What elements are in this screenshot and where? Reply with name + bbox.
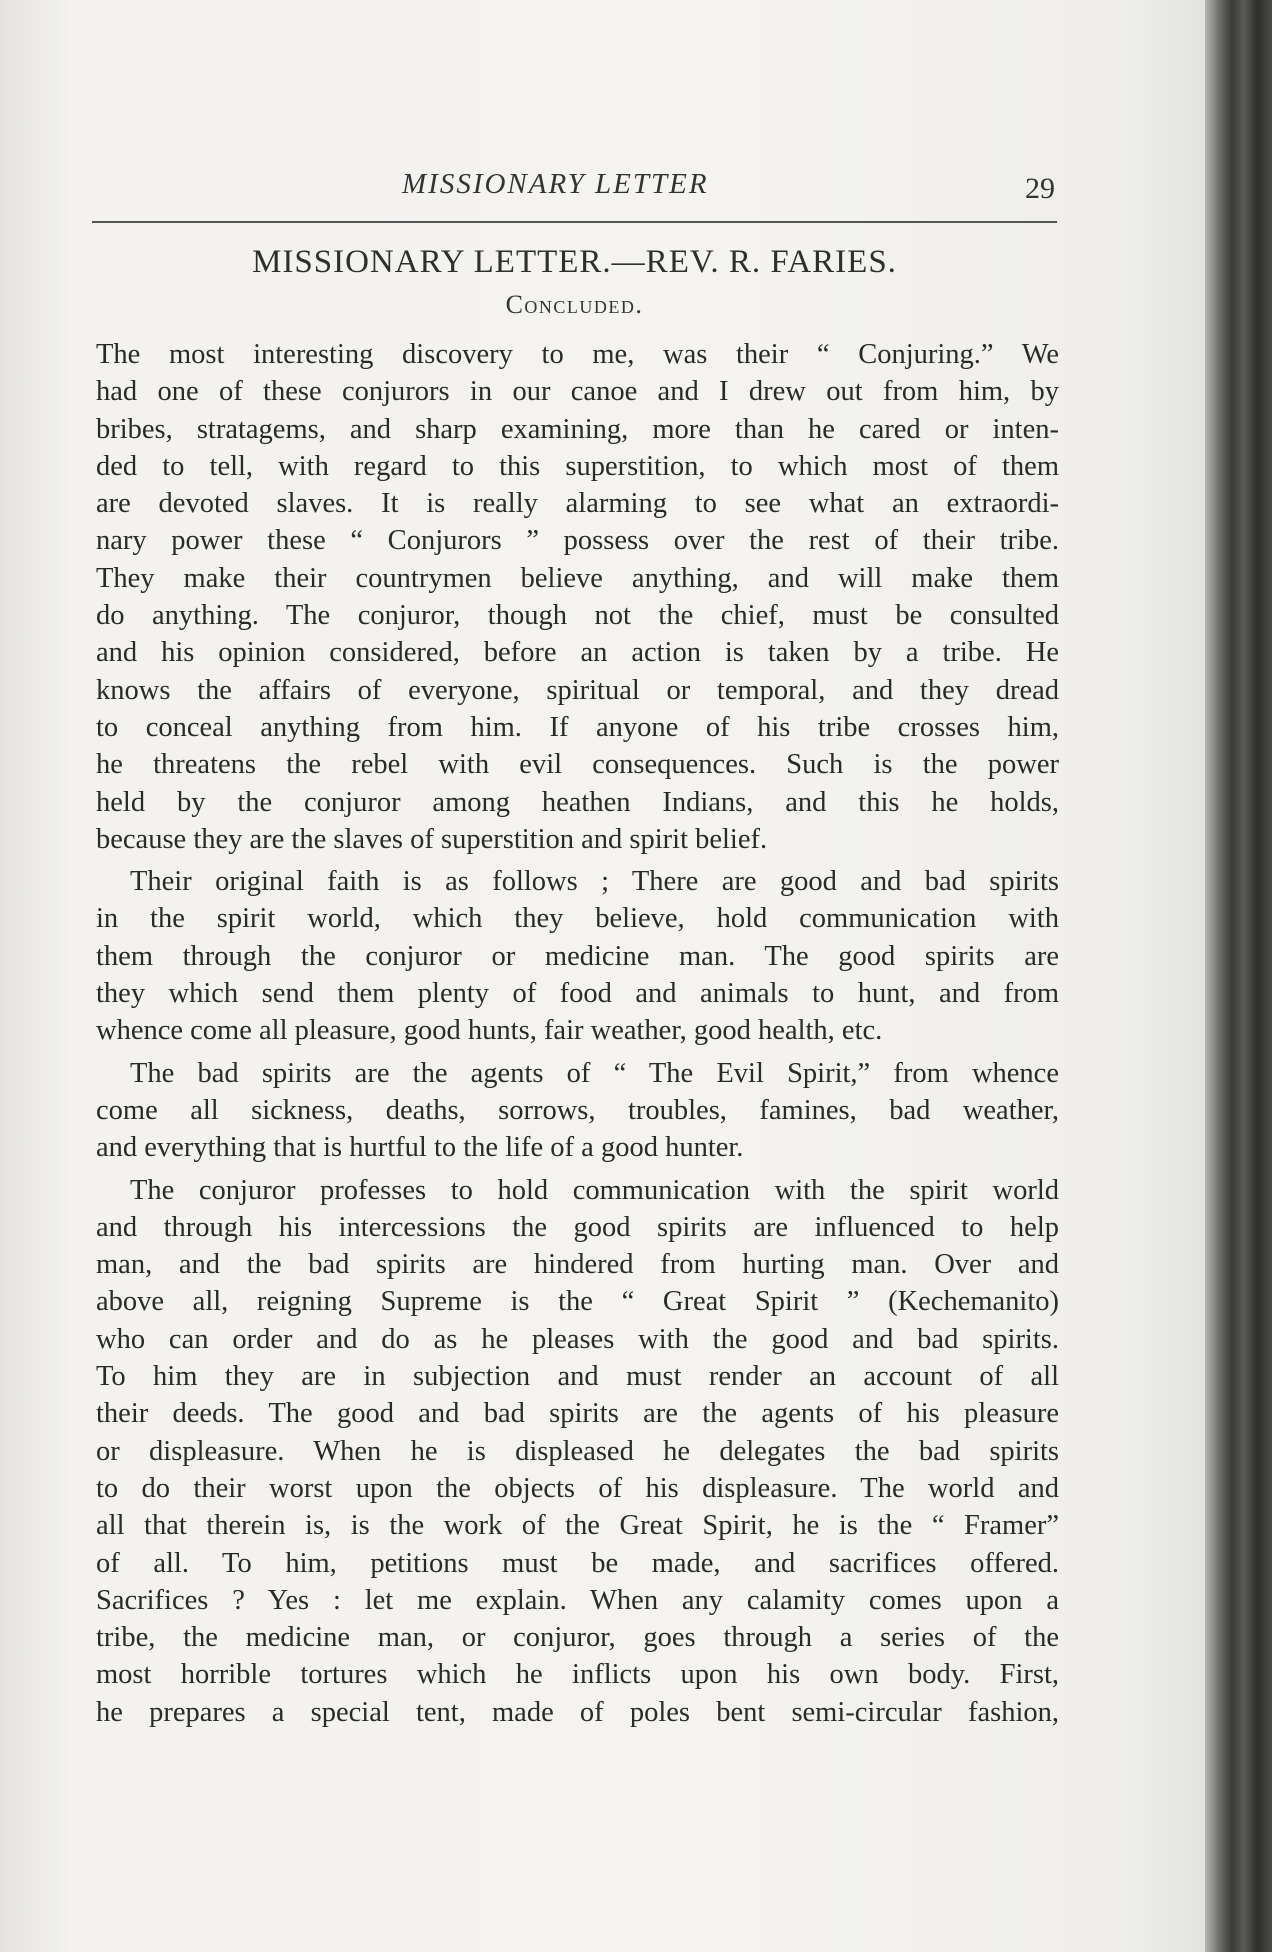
running-title: MISSIONARY LETTER — [402, 168, 709, 200]
header-rule — [92, 221, 1057, 223]
text-line: The most interesting discovery to me, was their “ Conjuring.” We — [96, 339, 1059, 370]
text-line: and everything that is hurtful to the life of a good hunter. — [96, 1132, 744, 1164]
text-line: do anything. The conjuror, though not the chief, must be consulted — [96, 600, 1059, 632]
text-line: to conceal anything from him. If anyone of his tribe crosses him, — [96, 711, 1059, 743]
text-line: all that therein is, is the work of the Great Spirit, he is the “ Framer” — [96, 1510, 1059, 1542]
text-line: because they are the slaves of superstition and spirit belief. — [96, 823, 768, 855]
text-line: he prepares a special tent, made of poles bent semi-circular fashion, — [96, 1696, 1059, 1728]
text-line: most horrible tortures which he inflicts upon his own body. First, — [96, 1659, 1059, 1691]
text-line: bribes, stratagems, and sharp examining, more than he cared or inten- — [96, 413, 1059, 445]
body-text — [96, 336, 1059, 1731]
text-line: Sacrifices ? Yes : let me explain. When any calamity comes upon a — [96, 1584, 1059, 1616]
text-line: tribe, the medicine man, or conjuror, goes through a series of the — [96, 1622, 1059, 1654]
article-subtitle: Concluded. — [505, 290, 644, 319]
text-line: The bad spirits are the agents of “ The Evil Spirit,” from whence — [130, 1057, 1059, 1089]
page-number: 29 — [1025, 172, 1055, 205]
text-line: come all sickness, deaths, sorrows, troubles, famines, bad weather, — [96, 1094, 1059, 1126]
text-line: in the spirit world, which they believe, hold communication with — [96, 903, 1059, 935]
text-line: of all. To him, petitions must be made, and sacrifices offered. — [96, 1547, 1059, 1579]
text-line: To him they are in subjection and must render an account of all — [96, 1361, 1059, 1393]
text-line: they which send them plenty of food and animals to hunt, and from — [96, 978, 1059, 1010]
text-line: and his opinion considered, before an action is taken by a tribe. He — [96, 637, 1059, 669]
text-line: The conjuror professes to hold communication with the spirit world — [130, 1174, 1059, 1206]
text-line: man, and the bad spirits are hindered from hurting man. Over and — [96, 1249, 1059, 1281]
article-title: MISSIONARY LETTER.—REV. R. FARIES. — [252, 244, 897, 280]
text-line: had one of these conjurors in our canoe and I drew out from him, by — [96, 376, 1059, 408]
text-line: are devoted slaves. It is really alarming to see what an extraordi- — [96, 488, 1059, 520]
text-line: They make their countrymen believe anything, and will make them — [96, 562, 1059, 594]
text-line: Their original faith is as follows ; There are good and bad spirits — [130, 866, 1059, 898]
text-line: held by the conjuror among heathen Indians, and this he holds, — [96, 786, 1059, 818]
text-line: above all, reigning Supreme is the “ Great Spirit ” (Kechemanito) — [96, 1286, 1059, 1318]
text-line: nary power these “ Conjurors ” possess over the rest of their tribe. — [96, 525, 1059, 557]
text-line: who can order and do as he pleases with the good and bad spirits. — [96, 1323, 1059, 1355]
text-line: knows the affairs of everyone, spiritual or temporal, and they dread — [96, 674, 1059, 706]
text-line: or displeasure. When he is displeased he delegates the bad spirits — [96, 1435, 1059, 1467]
running-header — [92, 168, 1057, 208]
text-line: to do their worst upon the objects of his displeasure. The world and — [96, 1472, 1059, 1504]
text-line: their deeds. The good and bad spirits are the agents of his pleasure — [96, 1398, 1059, 1430]
book-spine-edge — [1205, 0, 1272, 1952]
text-line: them through the conjuror or medicine man. The good spirits are — [96, 940, 1059, 972]
text-line: he threatens the rebel with evil consequences. Such is the power — [96, 749, 1059, 781]
text-line: and through his intercessions the good spirits are influenced to help — [96, 1211, 1059, 1243]
text-line: whence come all pleasure, good hunts, fair weather, good health, etc. — [96, 1015, 883, 1047]
text-line: ded to tell, with regard to this superstition, to which most of them — [96, 450, 1059, 482]
